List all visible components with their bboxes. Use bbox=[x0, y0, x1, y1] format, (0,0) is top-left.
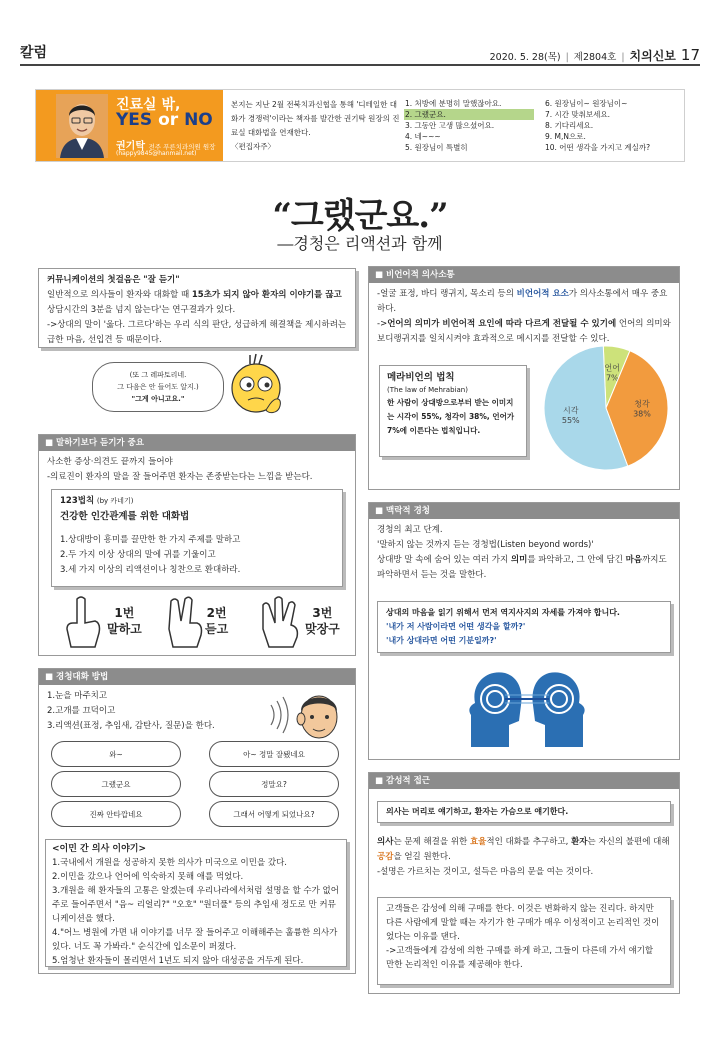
text-run: 상담시간의 3분을 넘지 않는다'는 연구결과가 있다. bbox=[47, 305, 236, 315]
listening-method-box bbox=[38, 668, 356, 974]
text-run: -얼굴 표정, 바디 랭귀지, 목소리 등의 bbox=[377, 289, 517, 299]
toc-item-current: 2. 그랬군요. bbox=[404, 109, 534, 120]
text-run-bold: 효율 bbox=[469, 837, 487, 847]
reaction-bubble: 정말요? bbox=[209, 771, 339, 797]
emotion-para1 bbox=[377, 835, 673, 865]
issue-number: 제2804호 bbox=[573, 52, 617, 63]
reaction-bubble: 진짜 안타깝네요 bbox=[51, 801, 181, 827]
method-item: 2.고개를 끄덕이고 bbox=[47, 706, 116, 716]
two-finger-hand-icon bbox=[161, 595, 207, 651]
hand-action: 말하고 bbox=[107, 622, 142, 636]
method-item: 3.리액션(표정, 추임새, 감탄사, 질문)을 한다. bbox=[47, 721, 215, 731]
series-toc-left bbox=[404, 98, 534, 153]
text-run: 는 문제 해결을 위한 bbox=[393, 837, 470, 847]
three-finger-hand-icon bbox=[257, 595, 303, 651]
toc-item: 4. 네~~~ bbox=[405, 132, 441, 141]
toc-item: 1. 처방에 분명히 말했잖아요. bbox=[405, 99, 502, 108]
reaction-bubble: 그랬군요 bbox=[51, 771, 181, 797]
text-run: 가 의사소통에서 매우 중요하다. bbox=[377, 289, 668, 314]
mehrabian-box bbox=[379, 365, 527, 457]
intro-text: 본지는 지난 2월 전북치과신협을 통해 '디테일한 대화가 경쟁력'이라는 책자를 발간한 권기탁 원장의 진료실 대화법을 연재한다. bbox=[231, 100, 400, 137]
listen-para2: -의료진이 환자의 말을 잘 들어주면 환자는 존중받는다는 느낌을 받는다. bbox=[47, 472, 313, 482]
empathy-question: '내가 상대라면 어떤 기분일까?' bbox=[386, 636, 497, 645]
rule-label-line bbox=[60, 494, 334, 509]
hand-number: 1번 bbox=[114, 606, 135, 620]
toc-item: 6. 원장님이~ 원장님이~ bbox=[545, 99, 628, 108]
thinking-face-illustration bbox=[226, 352, 286, 424]
emotion-highlight-box bbox=[377, 801, 671, 823]
empathy-line: 상대의 마음을 읽기 위해서 먼저 역지사지의 자세를 가져야 합니다. bbox=[386, 608, 620, 617]
text-run: -> bbox=[377, 319, 388, 329]
text-run: 는 자신의 불편에 대해 bbox=[587, 837, 670, 847]
toc-item: 8. 기다리세요. bbox=[545, 121, 594, 130]
emotion-note-box bbox=[377, 897, 671, 985]
toc-item: 9. M,N으로. bbox=[545, 132, 586, 141]
author-email: (happy9845@hanmail.net) bbox=[116, 150, 197, 157]
hand-label-3 bbox=[305, 605, 340, 637]
reaction-bubble: 와~ bbox=[51, 741, 181, 767]
pie-label-청각: 청각 38% bbox=[633, 399, 651, 419]
paper-name: 치의신보 bbox=[629, 49, 676, 63]
text-run: 언어의 의미와 보디랭귀지를 일치시켜야 효과적으로 메시지를 전달할 수 있다. bbox=[377, 319, 671, 344]
story-item: 2.이민을 갔으나 언어에 익숙하지 못해 애를 먹었다. bbox=[52, 872, 244, 882]
mehrabian-title: 메라비언의 법칙 bbox=[387, 372, 455, 383]
story-item: 3.개원을 해 환자들의 고통은 알겠는데 우리나라에서처럼 설명을 할 수가 없어 주로 들어주면서 "음~ 리얼리?" "오호" "원더풀" 등의 추임새 정도로 만 커뮤니케이션을 했다. bbox=[52, 886, 339, 924]
reaction-bubble: 그래서 어떻게 되었나요? bbox=[209, 801, 339, 827]
section-heading: ■ 말하기보다 듣기가 중요 bbox=[39, 435, 355, 451]
context-para2: '말하지 않는 것까지 듣는 경청법(Listen beyond words)' bbox=[377, 540, 594, 550]
hand-action: 듣고 bbox=[205, 622, 229, 636]
pie-label-시각: 시각 55% bbox=[561, 406, 580, 426]
one-finger-hand-icon bbox=[59, 595, 105, 651]
intro-note: 〈편집자주〉 bbox=[231, 142, 275, 151]
intro-box-para2: ->상대의 말이 '옳다. 그르다'하는 우리 식의 판단, 성급하게 해결책을 제시하려는 급한 마음, 선입견 등 때문이다. bbox=[47, 320, 347, 345]
context-para3 bbox=[377, 553, 671, 583]
title-or: or bbox=[152, 110, 185, 130]
empathy-box bbox=[377, 601, 671, 653]
emotional-approach-box bbox=[368, 772, 680, 994]
listening-man-illustration bbox=[265, 691, 345, 741]
bubble-line: 그 다음은 안 들어도 알지.) bbox=[117, 383, 199, 391]
hand-label-1 bbox=[107, 605, 142, 637]
section-heading: ■ 맥락적 경청 bbox=[369, 503, 679, 519]
context-para1: 경청의 최고 단계. bbox=[377, 525, 443, 535]
hand-number: 3번 bbox=[312, 606, 333, 620]
author-name: 권기탁 bbox=[116, 141, 145, 152]
article-title: “그랬군요.” bbox=[272, 196, 448, 236]
emotion-highlight: 의사는 머리로 얘기하고, 환자는 가슴으로 얘기한다. bbox=[386, 807, 569, 816]
column-title-line2 bbox=[116, 110, 213, 130]
contextual-listening-box bbox=[368, 502, 680, 760]
rule-label: 123법칙 bbox=[60, 496, 95, 506]
rule-item: 1.상대방이 흥미를 끌만한 한 가지 주제를 말하고 bbox=[60, 535, 241, 545]
rule-source: (by 카네기) bbox=[96, 497, 134, 505]
column-title-block bbox=[36, 90, 223, 161]
intro-box-heading: 커뮤니케이션의 첫걸음은 "잘 듣기" bbox=[47, 275, 180, 285]
story-item: 1.국내에서 개원을 성공하지 못한 의사가 미국으로 이민을 갔다. bbox=[52, 858, 288, 868]
article-subtitle: ―경청은 리액션과 함께 bbox=[277, 234, 443, 253]
emotion-note: 고객들은 감성에 의해 구매를 한다. 이것은 변화하지 않는 진리다. 하지만 다른 사람에게 말할 때는 자기가 한 구매가 매우 이성적이고 논리적인 것이었다는 이유를 댄다. ->고객들에게 감성에 의한 구매를 하게 하고, 그들이 다른데 가서 얘기할 만한 논리적인 이유를 제공해야 한다. bbox=[386, 904, 660, 970]
listen-box bbox=[38, 434, 356, 656]
story-item: 5.엄청난 환자들이 몰리면서 1년도 되지 않아 대성공을 거두게 된다. bbox=[52, 956, 304, 966]
page-header bbox=[20, 40, 700, 66]
text-run-bold: 언어의 의미가 비언어적 요인에 따라 다르게 전달될 수 있기에 bbox=[387, 319, 617, 329]
toc-item: 5. 원장님이 특별히 bbox=[405, 143, 468, 152]
issue-date: 2020. 5. 28(목) bbox=[489, 52, 561, 63]
pie-label-언어: 언어 7% bbox=[604, 363, 621, 383]
nonverbal-para1 bbox=[377, 287, 671, 317]
section-heading: ■ 경청대화 방법 bbox=[39, 669, 355, 685]
text-run-bold: 마음 bbox=[625, 555, 643, 565]
text-run-bold: 의사 bbox=[377, 837, 394, 847]
story-item: 4."어느 병원에 가면 내 이야기를 너무 잘 들어주고 이해해주는 훌륭한 의사가 있다. 너도 꼭 가봐라." 순식간에 입소문이 퍼졌다. bbox=[52, 928, 338, 952]
title-yes: YES bbox=[116, 110, 153, 130]
text-run-bold: 공감 bbox=[377, 852, 394, 862]
text-run-bold: 의미 bbox=[510, 555, 528, 565]
toc-item: 3. 그동안 고생 많으셨어요. bbox=[405, 121, 495, 130]
intro-box-para1 bbox=[47, 288, 347, 318]
column-intro bbox=[231, 98, 401, 154]
mehrabian-subtitle: (The law of Mehrabian) bbox=[387, 386, 468, 394]
nonverbal-box bbox=[368, 266, 680, 490]
thought-bubble bbox=[92, 362, 224, 412]
empathy-question: '내가 저 사람이라면 어떤 생각을 할까?' bbox=[386, 622, 526, 631]
mehrabian-description: 한 사람이 상대방으로부터 받는 이미지는 시각이 55%, 청각이 38%, 언어가 7%에 이른다는 법칙입니다. bbox=[387, 398, 515, 435]
text-run: 을 얻길 원한다. bbox=[393, 852, 451, 862]
toc-item: 10. 어떤 생각을 가지고 계실까? bbox=[545, 143, 651, 152]
emotion-para2: -설명은 가르치는 것이고, 설득은 마음의 문을 여는 것이다. bbox=[377, 867, 594, 877]
listen-para1: 사소한 증상·의견도 끝까지 들어야 bbox=[47, 457, 173, 467]
section-label: 칼럼 bbox=[20, 45, 48, 61]
reaction-bubble: 아~ 정말 잘됐네요 bbox=[209, 741, 339, 767]
text-run: 일반적으로 의사들이 환자와 대화할 때 bbox=[47, 290, 192, 300]
story-box bbox=[45, 839, 347, 967]
rule-123-box bbox=[51, 489, 343, 587]
issue-line: 2020. 5. 28(목) | 제2804호 | 치의신보 17 bbox=[489, 46, 700, 64]
series-toc-right bbox=[544, 98, 684, 153]
intro-box bbox=[38, 268, 356, 348]
bubble-line: "그게 아니고요." bbox=[131, 395, 185, 403]
title-no: NO bbox=[184, 110, 213, 130]
page-number: 17 bbox=[680, 46, 700, 64]
section-heading: ■ 감성적 접근 bbox=[369, 773, 679, 789]
text-run: 적인 대화를 추구하고, bbox=[486, 837, 572, 847]
author-portrait bbox=[56, 94, 108, 158]
text-run: 를 파악하고, 그 안에 담긴 bbox=[527, 555, 626, 565]
text-run: 상대방 말 속에 숨어 있는 여러 가지 bbox=[377, 555, 511, 565]
text-run-bold: 비언어적 요소 bbox=[516, 289, 569, 299]
text-run-bold: 환자 bbox=[571, 837, 588, 847]
section-heading: ■ 비언어적 의사소통 bbox=[369, 267, 679, 283]
method-item: 1.눈을 마주치고 bbox=[47, 691, 108, 701]
two-heads-illustration bbox=[465, 665, 589, 749]
story-title: <이민 간 의사 이야기> bbox=[52, 844, 147, 854]
hand-number: 2번 bbox=[206, 606, 227, 620]
text-run-bold: 15초가 되지 않아 환자의 이야기를 끊고 bbox=[191, 290, 342, 300]
column-title-line1: 진료실 밖, bbox=[116, 97, 181, 113]
author-affiliation: 전주 푸른치과의원 원장 bbox=[148, 143, 216, 151]
toc-item: 7. 시간 맞춰보세요. bbox=[545, 110, 611, 119]
text-run: 까지도 파악하면서 듣는 것을 말한다. bbox=[377, 555, 667, 580]
rule-item: 2.두 가지 이상 상대의 말에 귀를 기울이고 bbox=[60, 550, 216, 560]
hand-label-2 bbox=[205, 605, 228, 637]
emotion-body bbox=[377, 835, 673, 880]
mehrabian-pie-chart bbox=[537, 339, 675, 477]
hand-action: 맞장구 bbox=[305, 622, 340, 636]
column-banner bbox=[35, 89, 685, 162]
bubble-line: (또 그 레파토리네. bbox=[129, 371, 187, 379]
rule-title: 건강한 인간관계를 위한 대화법 bbox=[60, 511, 190, 522]
rule-item: 3.세 가지 이상의 리액션이나 칭찬으로 환대하라. bbox=[60, 565, 241, 575]
